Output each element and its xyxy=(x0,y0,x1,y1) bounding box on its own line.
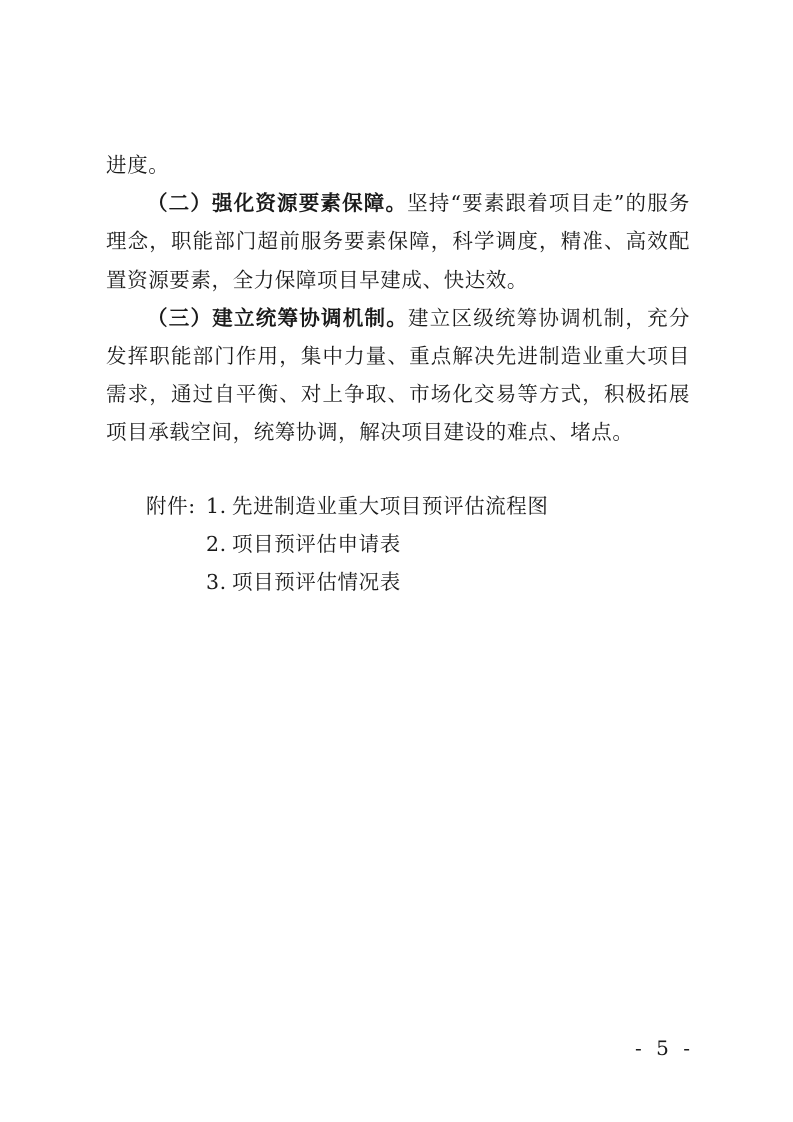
attachment-number: 3. xyxy=(206,570,227,595)
attachment-title: 项目预评估情况表 xyxy=(232,570,401,595)
paragraph-coordination-mechanism xyxy=(106,299,690,452)
page-number: - 5 - xyxy=(635,1036,694,1060)
attachment-item xyxy=(146,563,549,601)
paragraph-heading: （二）强化资源要素保障。 xyxy=(147,191,408,216)
paragraph-heading: （三）建立统筹协调机制。 xyxy=(147,305,408,330)
attachment-item xyxy=(146,525,549,563)
attachment-number: 1. xyxy=(206,494,227,518)
paragraph-text: 坚持“要素跟着项目走”的服务理念，职能部门超前服务要素保障，科学调度，精准、高效配置资源要素，全力保障项目早建成、快达效。 xyxy=(106,191,690,292)
attachment-title: 先进制造业重大项目预评估流程图 xyxy=(232,494,549,518)
paragraph-text: 进度。 xyxy=(106,153,170,177)
paragraph-resource-guarantee xyxy=(106,184,690,299)
attachment-title: 项目预评估申请表 xyxy=(232,532,401,557)
attachment-number: 2. xyxy=(206,532,227,557)
body-text xyxy=(106,146,690,452)
paragraph-text: 建立区级统筹协调机制，充分发挥职能部门作用，集中力量、重点解决先进制造业重大项目需求，通过自平衡、对上争取、市场化交易等方式，积极拓展项目承载空间，统筹协调，解决项目建设的难点、堵点。 xyxy=(106,305,690,445)
attachment-item xyxy=(146,487,549,525)
attachments-list xyxy=(146,487,549,602)
attachments-label: 附件: xyxy=(146,494,196,518)
paragraph-continuation xyxy=(106,146,690,184)
